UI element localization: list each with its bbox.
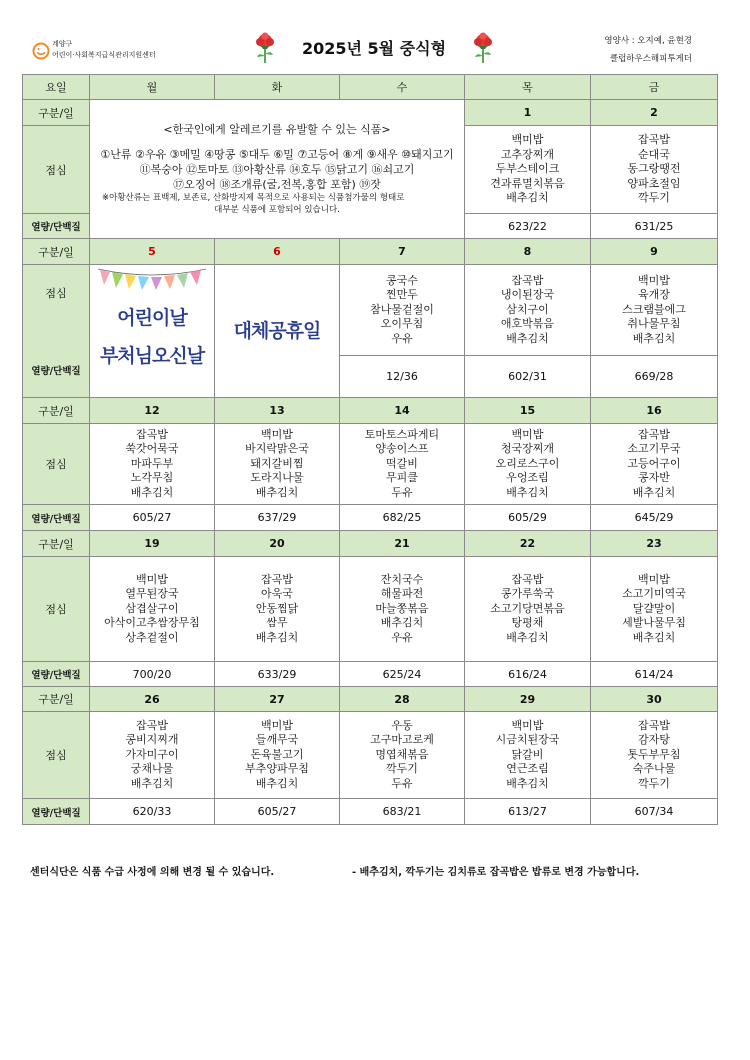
nutrition-value: 669/28 (591, 356, 718, 398)
menu-cell: 잡곡밥 아욱국 안동찜닭 쌈무 배추김치 (215, 557, 340, 662)
dietitian-names: 영양사 : 오지예, 윤현경 (604, 36, 692, 46)
menu-cell: 백미밥 육개장 스크램블에그 취나물무침 배추김치 (591, 265, 718, 356)
childrens-day-text: 어린이날 (117, 307, 187, 329)
week4-nutrition-row (23, 662, 718, 687)
day-number: 7 (340, 239, 465, 265)
weekday-row (23, 75, 718, 100)
menu-cell: 잡곡밥 감자탕 톳두부무침 숙주나물 깍두기 (591, 712, 718, 799)
week1-date-row (23, 100, 718, 126)
lunch-label: 점심 열량/단백질 (23, 265, 90, 398)
org-line1: 계양구 (52, 40, 73, 48)
week2-lunch-row (23, 265, 718, 356)
day-number: 12 (90, 398, 215, 424)
day-number: 28 (340, 687, 465, 712)
week4-lunch-row (23, 557, 718, 662)
smile-logo-icon (32, 42, 50, 60)
nutrition-value: 637/29 (215, 505, 340, 531)
org-line2: 어린이·사회복지급식관리지원센터 (52, 51, 156, 59)
lunch-label: 점심 (23, 712, 90, 799)
title-area (248, 30, 500, 66)
day-number: 9 (591, 239, 718, 265)
menu-cell: 백미밥 시금치된장국 닭갈비 연근조림 배추김치 (465, 712, 591, 799)
nutrition-value: 631/25 (591, 214, 718, 239)
weekday-header-label: 요일 (23, 75, 90, 100)
day-number: 27 (215, 687, 340, 712)
menu-cell: 백미밥 열무된장국 삼겹살구이 아삭이고추쌈장무침 상추겉절이 (90, 557, 215, 662)
nutrition-value: 607/34 (591, 799, 718, 825)
menu-cell: 백미밥 청국장찌개 오리로스구이 우엉조림 배추김치 (465, 424, 591, 505)
nutrition-value: 645/29 (591, 505, 718, 531)
nutrition-value: 616/24 (465, 662, 591, 687)
nutrition-value: 12/36 (340, 356, 465, 398)
week-day-label: 구분/일 (23, 687, 90, 712)
page-title: 2025년 5월 중식형 (301, 39, 447, 58)
menu-cell: 백미밥 바지락맑은국 돼지갈비찜 도라지나물 배추김치 (215, 424, 340, 505)
day-number: 1 (465, 100, 591, 126)
day-number: 23 (591, 531, 718, 557)
nutrition-value: 614/24 (591, 662, 718, 687)
day-number: 15 (465, 398, 591, 424)
day-number: 2 (591, 100, 718, 126)
menu-cell: 잡곡밥 콩가루쑥국 소고기당면볶음 탕평채 배추김치 (465, 557, 591, 662)
weekday-thu: 목 (465, 75, 591, 100)
day-number: 30 (591, 687, 718, 712)
day-number: 13 (215, 398, 340, 424)
nutrition-value: 613/27 (465, 799, 591, 825)
nutrition-value: 605/27 (215, 799, 340, 825)
nutrition-value: 605/27 (90, 505, 215, 531)
allergy-note1: ※아황산류는 표백제, 보존료, 산화방지제 목적으로 사용되는 식품첨가물의 형태로 (102, 193, 405, 203)
nutrition-label: 열량/단백질 (23, 799, 90, 825)
allergy-line3: ⑰오징어 ⑱조개류(굴,전복,홍합 포함) ⑲잣 (173, 178, 381, 191)
carnation-icon (466, 30, 500, 64)
week3-lunch-row (23, 424, 718, 505)
week-day-label: 구분/일 (23, 531, 90, 557)
nutrition-value: 605/29 (465, 505, 591, 531)
nutrition-value: 623/22 (465, 214, 591, 239)
menu-cell: 잡곡밥 순대국 동그랑땡전 양파초절임 깍두기 (591, 126, 718, 214)
menu-cell: 잡곡밥 소고기무국 고등어구이 콩자반 배추김치 (591, 424, 718, 505)
allergy-note2: 대부분 식품에 포함되어 있습니다. (214, 205, 340, 215)
day-number-holiday: 6 (215, 239, 340, 265)
nutrition-label: 열량/단백질 (23, 662, 90, 687)
menu-cell: 백미밥 들깨무국 돈육불고기 부추양파무침 배추김치 (215, 712, 340, 799)
week3-date-row (23, 398, 718, 424)
week5-date-row (23, 687, 718, 712)
day-number: 19 (90, 531, 215, 557)
day-number: 21 (340, 531, 465, 557)
nutrition-value: 602/31 (465, 356, 591, 398)
substitute-holiday-text: 대체공휴일 (233, 320, 321, 342)
footer-note-left: 센터식단은 식품 수급 사정에 의해 변경 될 수 있습니다. (30, 867, 275, 878)
week-day-label: 구분/일 (23, 398, 90, 424)
childrens-day-banner (90, 265, 215, 398)
menu-table (22, 74, 718, 825)
menu-cell: 잡곡밥 냉이된장국 삼치구이 애호박볶음 배추김치 (465, 265, 591, 356)
menu-cell: 잡곡밥 쑥갓어묵국 마파두부 노각무침 배추김치 (90, 424, 215, 505)
bunting-icon (96, 265, 208, 291)
nutrition-value: 633/29 (215, 662, 340, 687)
week5-nutrition-row (23, 799, 718, 825)
week-day-label: 구분/일 (23, 239, 90, 265)
menu-cell: 우동 고구마고로케 명엽채볶음 깍두기 두유 (340, 712, 465, 799)
catering-name: 클럽하우스해피투게더 (609, 54, 692, 64)
nutrition-value: 620/33 (90, 799, 215, 825)
center-logo (32, 40, 232, 64)
day-number: 14 (340, 398, 465, 424)
lunch-label: 점심 (23, 126, 90, 214)
week2-date-row (23, 239, 718, 265)
day-number: 20 (215, 531, 340, 557)
allergy-line1: ①난류 ②우유 ③메밀 ④땅콩 ⑤대두 ⑥밀 ⑦고등어 ⑧게 ⑨새우 ⑩돼지고기 (100, 148, 454, 161)
day-number: 26 (90, 687, 215, 712)
day-number: 8 (465, 239, 591, 265)
menu-cell: 백미밥 고추장찌개 두부스테이크 견과류멸치볶음 배추김치 (465, 126, 591, 214)
allergy-info (90, 100, 465, 239)
weekday-fri: 금 (591, 75, 718, 100)
nutrition-label: 열량/단백질 (23, 214, 90, 239)
buddhas-birthday-text: 부처님오신날 (99, 345, 205, 367)
footer-note-right: - 배추김치, 깍두기는 김치류로 잡곡밥은 밥류로 변경 가능합니다. (352, 867, 640, 878)
menu-cell: 잔치국수 해물파전 마늘쫑볶음 배추김치 우유 (340, 557, 465, 662)
day-number: 16 (591, 398, 718, 424)
week5-lunch-row (23, 712, 718, 799)
menu-cell: 백미밥 소고기미역국 달걀말이 세발나물무침 배추김치 (591, 557, 718, 662)
nutrition-value: 683/21 (340, 799, 465, 825)
menu-cell: 잡곡밥 콩비지찌개 가자미구이 궁채나물 배추김치 (90, 712, 215, 799)
nutrition-value: 700/20 (90, 662, 215, 687)
lunch-label: 점심 (23, 424, 90, 505)
weekday-mon: 월 (90, 75, 215, 100)
weekday-tue: 화 (215, 75, 340, 100)
week3-nutrition-row (23, 505, 718, 531)
day-number-holiday: 5 (90, 239, 215, 265)
allergy-heading: <한국인에게 알레르기를 유발할 수 있는 식품> (163, 123, 391, 136)
weekday-wed: 수 (340, 75, 465, 100)
menu-cell: 콩국수 찐만두 참나물겉절이 오이무침 우유 (340, 265, 465, 356)
nutrition-value: 682/25 (340, 505, 465, 531)
menu-cell: 토마토스파게티 양송이스프 떡갈비 무피클 두유 (340, 424, 465, 505)
nutrition-value: 625/24 (340, 662, 465, 687)
day-number: 22 (465, 531, 591, 557)
week4-date-row (23, 531, 718, 557)
week-day-label: 구분/일 (23, 100, 90, 126)
lunch-label: 점심 (23, 557, 90, 662)
nutrition-label: 열량/단백질 (23, 505, 90, 531)
allergy-line2: ⑪복숭아 ⑫토마토 ⑬아황산류 ⑭호두 ⑮닭고기 ⑯쇠고기 (139, 163, 415, 176)
substitute-holiday-banner (215, 265, 340, 398)
day-number: 29 (465, 687, 591, 712)
